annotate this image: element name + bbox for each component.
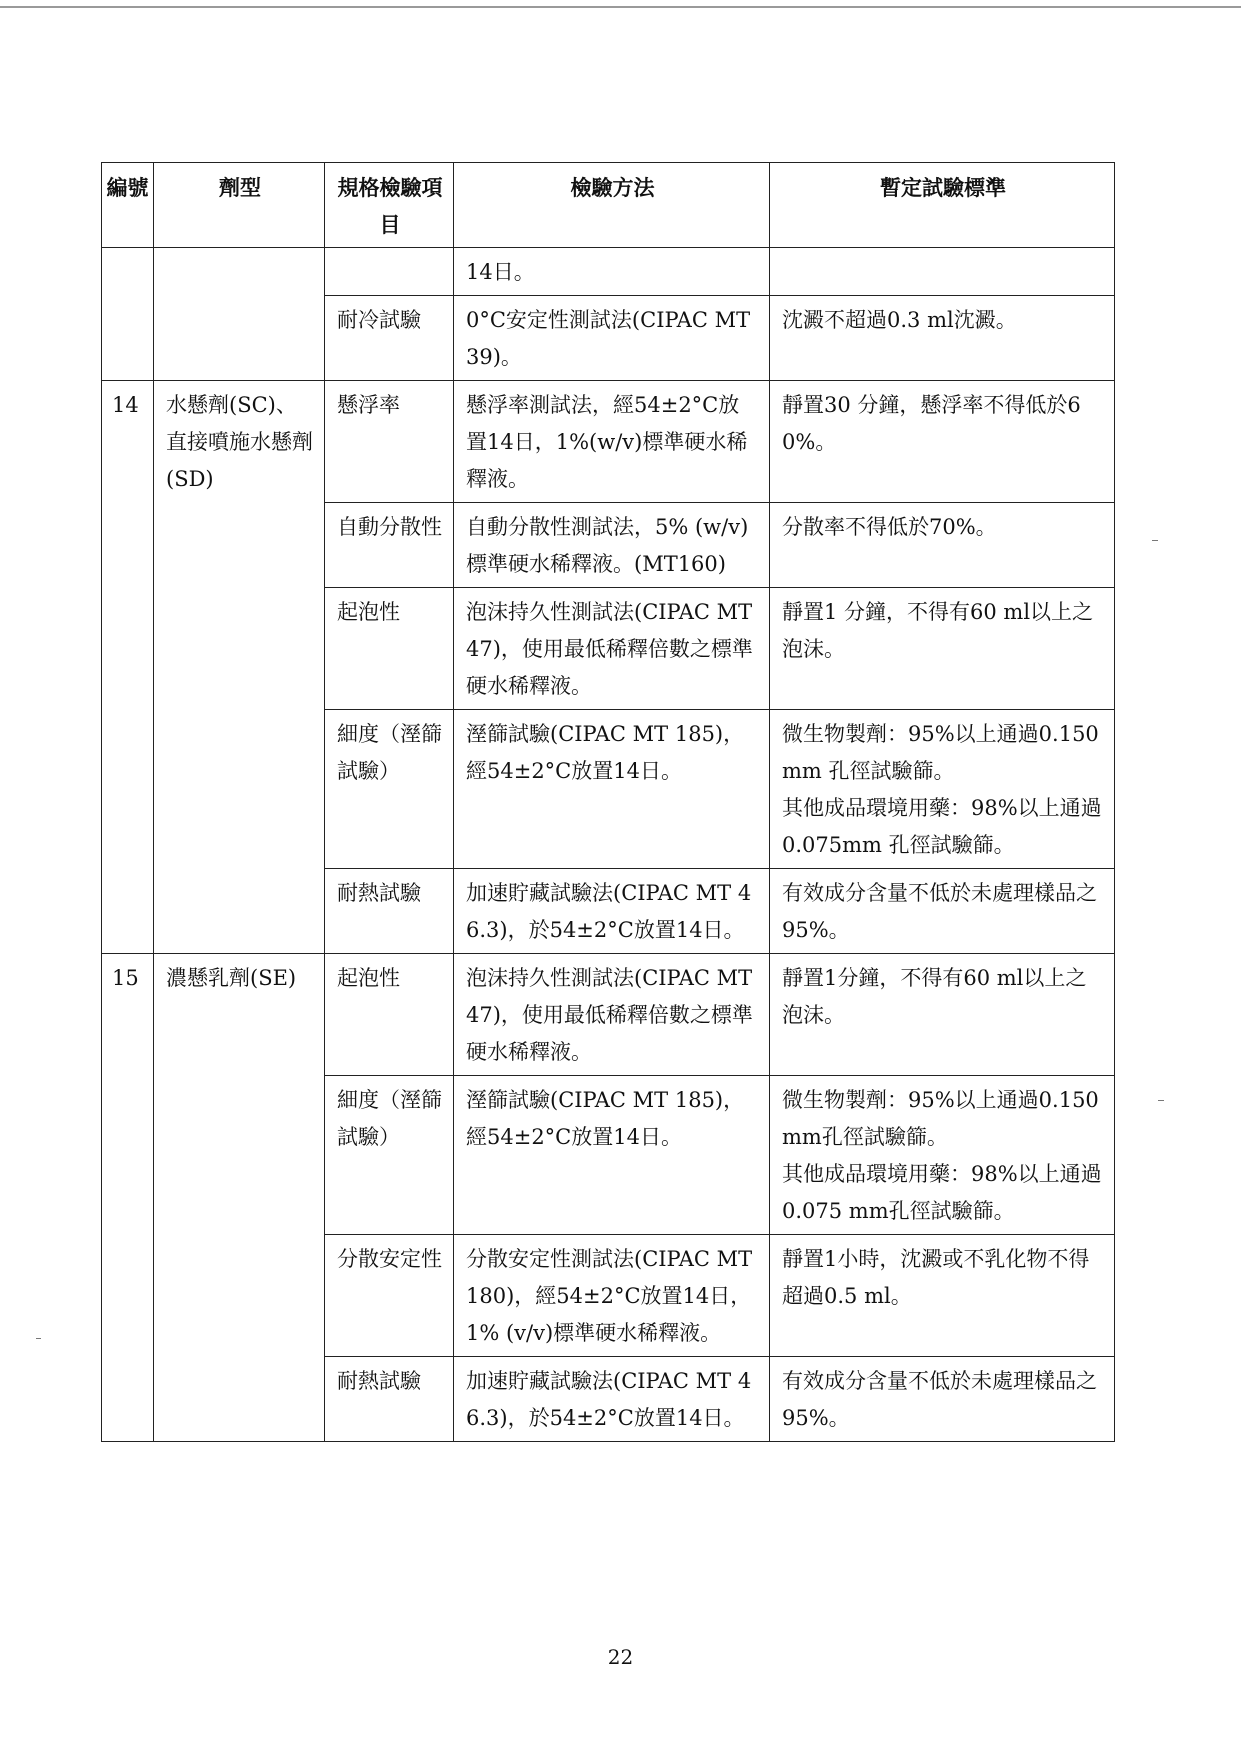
- scan-speck: [36, 1338, 41, 1339]
- standard-line: 其他成品環境用藥：98%以上通過0.075 mm孔徑試驗篩。: [782, 1162, 1102, 1223]
- formulation-cell: 濃懸乳劑(SE): [154, 954, 325, 1442]
- item-cell: 耐冷試驗: [325, 296, 454, 381]
- number-cell: [102, 248, 154, 381]
- standard-cell: [770, 1076, 1115, 1235]
- method-cell: 加速貯藏試驗法(CIPAC MT 46.3)，於54±2°C放置14日。: [454, 869, 770, 954]
- standard-cell: 靜置30 分鐘，懸浮率不得低於60%。: [770, 381, 1115, 503]
- table-row: [102, 381, 1115, 503]
- method-cell: 加速貯藏試驗法(CIPAC MT 46.3)，於54±2°C放置14日。: [454, 1357, 770, 1442]
- scan-speck: [1158, 1100, 1164, 1101]
- item-cell: 分散安定性: [325, 1235, 454, 1357]
- item-cell: 自動分散性: [325, 503, 454, 588]
- item-cell: 細度（溼篩試驗）: [325, 1076, 454, 1235]
- standard-cell: 有效成分含量不低於未處理樣品之95%。: [770, 869, 1115, 954]
- standard-line: 其他成品環境用藥：98%以上通過 0.075mm 孔徑試驗篩。: [782, 796, 1102, 857]
- standard-cell: 分散率不得低於70%。: [770, 503, 1115, 588]
- header-method: 檢驗方法: [454, 163, 770, 248]
- standard-line: 微生物製劑：95%以上通過0.150 mm 孔徑試驗篩。: [782, 722, 1099, 783]
- number-cell: 14: [102, 381, 154, 954]
- item-cell: [325, 248, 454, 296]
- standard-cell: 有效成分含量不低於未處理樣品之95%。: [770, 1357, 1115, 1442]
- method-cell: 泡沫持久性測試法(CIPAC MT 47)，使用最低稀釋倍數之標準硬水稀釋液。: [454, 954, 770, 1076]
- standard-cell: [770, 248, 1115, 296]
- header-number: 編號: [102, 163, 154, 248]
- header-row: [102, 163, 1115, 248]
- header-item: 規格檢驗項目: [325, 163, 454, 248]
- header-standard: 暫定試驗標準: [770, 163, 1115, 248]
- specification-table: [101, 162, 1115, 1442]
- method-cell: 泡沫持久性測試法(CIPAC MT 47)，使用最低稀釋倍數之標準硬水稀釋液。: [454, 588, 770, 710]
- method-cell: 懸浮率測試法，經54±2°C放置14日，1%(w/v)標準硬水稀釋液。: [454, 381, 770, 503]
- table-row: [102, 954, 1115, 1076]
- method-cell: 溼篩試驗(CIPAC MT 185)， 經54±2°C放置14日。: [454, 1076, 770, 1235]
- standard-cell: 沈澱不超過0.3 ml沈澱。: [770, 296, 1115, 381]
- item-cell: 耐熱試驗: [325, 1357, 454, 1442]
- item-cell: 懸浮率: [325, 381, 454, 503]
- item-cell: 耐熱試驗: [325, 869, 454, 954]
- standard-cell: 靜置1分鐘，不得有60 ml以上之泡沫。: [770, 954, 1115, 1076]
- method-cell: 14日。: [454, 248, 770, 296]
- method-cell: 溼篩試驗(CIPAC MT 185)，經54±2°C放置14日。: [454, 710, 770, 869]
- standard-cell: [770, 710, 1115, 869]
- page-number: 22: [607, 1645, 634, 1669]
- standard-cell: 靜置1小時，沈澱或不乳化物不得超過0.5 ml。: [770, 1235, 1115, 1357]
- header-formulation: 劑型: [154, 163, 325, 248]
- item-cell: 起泡性: [325, 954, 454, 1076]
- standard-cell: 靜置1 分鐘，不得有60 ml以上之泡沫。: [770, 588, 1115, 710]
- method-cell: 自動分散性測試法，5% (w/v)標準硬水稀釋液。(MT160): [454, 503, 770, 588]
- formulation-cell: [154, 248, 325, 381]
- formulation-cell: 水懸劑(SC)、直接噴施水懸劑(SD): [154, 381, 325, 954]
- number-cell: 15: [102, 954, 154, 1442]
- item-cell: 起泡性: [325, 588, 454, 710]
- method-cell: 0°C安定性測試法(CIPAC MT 39)。: [454, 296, 770, 381]
- method-cell: 分散安定性測試法(CIPAC MT 180)，經54±2°C放置14日，1% (v/v)標準硬水稀釋液。: [454, 1235, 770, 1357]
- table-row: [102, 248, 1115, 296]
- standard-line: 微生物製劑：95%以上通過0.150 mm孔徑試驗篩。: [782, 1088, 1099, 1149]
- scan-speck: [1152, 540, 1158, 541]
- item-cell: 細度（溼篩試驗）: [325, 710, 454, 869]
- scan-edge-line: [0, 6, 1241, 8]
